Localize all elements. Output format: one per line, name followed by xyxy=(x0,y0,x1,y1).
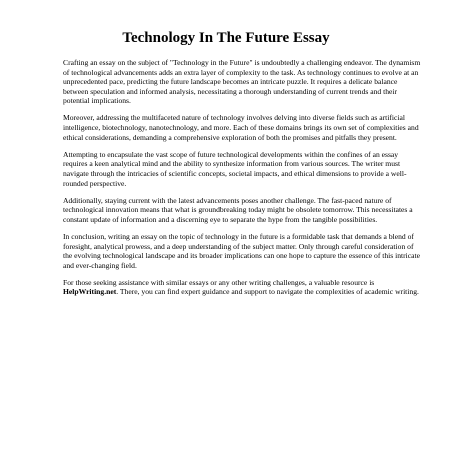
document-body xyxy=(63,58,423,304)
document-title: Technology In The Future Essay xyxy=(122,30,330,46)
paragraph-6 xyxy=(63,278,423,297)
final-paragraph-outro: . There, you can find expert guidance and support to navigate the complexities of academic writing. xyxy=(116,287,419,297)
final-paragraph-intro: For those seeking assistance with similar essays or any other writing challenges, a valuable resource is xyxy=(63,277,375,287)
paragraph-2: Moreover, addressing the multifaceted nature of technology involves delving into diverse fields such as artificial intelligence, biotechnology, nanotechnology, and more. Each of these domains brings its own set of complexities and ethical considerations, demanding a comprehensive exploration of both the promises and pitfalls they present. xyxy=(63,113,419,142)
paragraph-1: Crafting an essay on the subject of "Technology in the Future" is undoubtedly a challenging endeavor. The dynamism of technological advancements adds an extra layer of complexity to the task. As technology continues to evolve at an unprecedented pace, predicting the future landscape becomes an intricate puzzle. It requires a delicate balance between speculation and informed analysis, necessitating a thorough understanding of current trends and their potential implications. xyxy=(63,58,421,106)
paragraph-3: Attempting to encapsulate the vast scope of future technological developments within the confines of an essay requires a keen analytical mind and the ability to synthesize information from various sources. The writer must navigate through the intricacies of scientific concepts, societal impacts, and ethical dimensions to provide a well-rounded perspective. xyxy=(63,149,407,188)
helpwriting-link[interactable]: HelpWriting.net xyxy=(63,287,117,297)
paragraph-4: Additionally, staying current with the latest advancements poses another challenge. The fast-paced nature of technological innovation means that what is groundbreaking today might be obsolete tomorrow. This necessitates a constant update of information and a discerning eye to separate the hype from the tangible possibilities. xyxy=(63,195,413,224)
paragraph-5: In conclusion, writing an essay on the topic of technology in the future is a formidable task that demands a blend of foresight, analytical prowess, and a deep understanding of the subject matter. Only through careful consideration of the evolving technological landscape and its broader implications can one hope to capture the essence of this intricate and ever-changing field. xyxy=(63,231,420,270)
